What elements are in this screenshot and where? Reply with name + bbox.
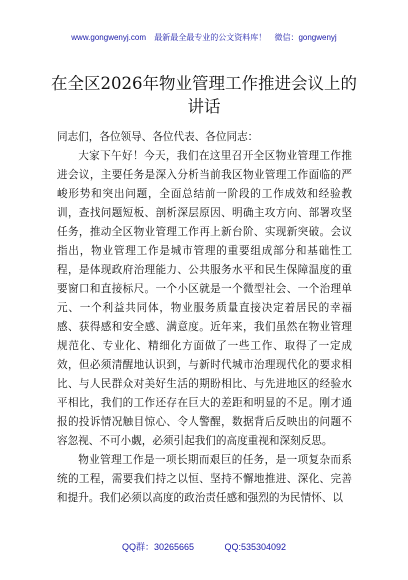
salutation: 同志们，各位领导、各位代表、各位同志： xyxy=(57,131,259,143)
document-title: 在全区2026年物业管理工作推进会议上的讲话 xyxy=(51,74,357,116)
page-header xyxy=(0,33,408,43)
page-footer xyxy=(0,541,408,553)
header-slogan: 最新最全最专业的公文资料库！ xyxy=(154,33,267,42)
document-body xyxy=(57,128,352,508)
paragraph-1: 大家下午好！今天，我们在这里召开全区物业管理工作推进会议，主要任务是深入分析当前我区物业管理工作面临的严峻形势和突出问题，全面总结前一阶段的工作成效和经验教训，查找问题短板、剖析深层原因、明确主攻方向、部署攻坚任务，推动全区物业管理工作再上新台阶、实现新突破。会议指出，物业管理工作是城市管理的重要组成部分和基础性工程，是体现政府治理能力、公共服务水平和民生保障温度的重要窗口和直接标尺。一个小区就是一个微型社会、一个治理单元、一个利益共同体，物业服务质量直接决定着居民的幸福感、获得感和安全感、满意度。近年来，我们虽然在物业管理规范化、专业化、精细化方面做了一些工作、取得了一定成效，但必须清醒地认识到，与新时代城市治理现代化的要求相比、与人民群众对美好生活的期盼相比、与先进地区的经验水平相比，我们的工作还存在巨大的差距和明显的不足。刚才通报的投诉情况触目惊心、令人警醒，数据背后反映出的问题不容忽视、不可小觑，必须引起我们的高度重视和深刻反思。 xyxy=(57,150,352,447)
header-wechat: 微信：gongwenyj xyxy=(274,33,337,42)
footer-qq-group: QQ群：30265665 xyxy=(121,542,194,552)
footer-qq: QQ:535304092 xyxy=(224,542,287,552)
header-site-link[interactable]: www.gongwenyj.com xyxy=(71,33,146,42)
paragraph-2: 物业管理工作是一项长期而艰巨的任务，是一项复杂而系统的工程，需要我们持之以恒、坚持不懈地推进、深化、完善和提升。我们必须以高度的政治责任感和强烈的为民情怀、以 xyxy=(57,454,352,504)
